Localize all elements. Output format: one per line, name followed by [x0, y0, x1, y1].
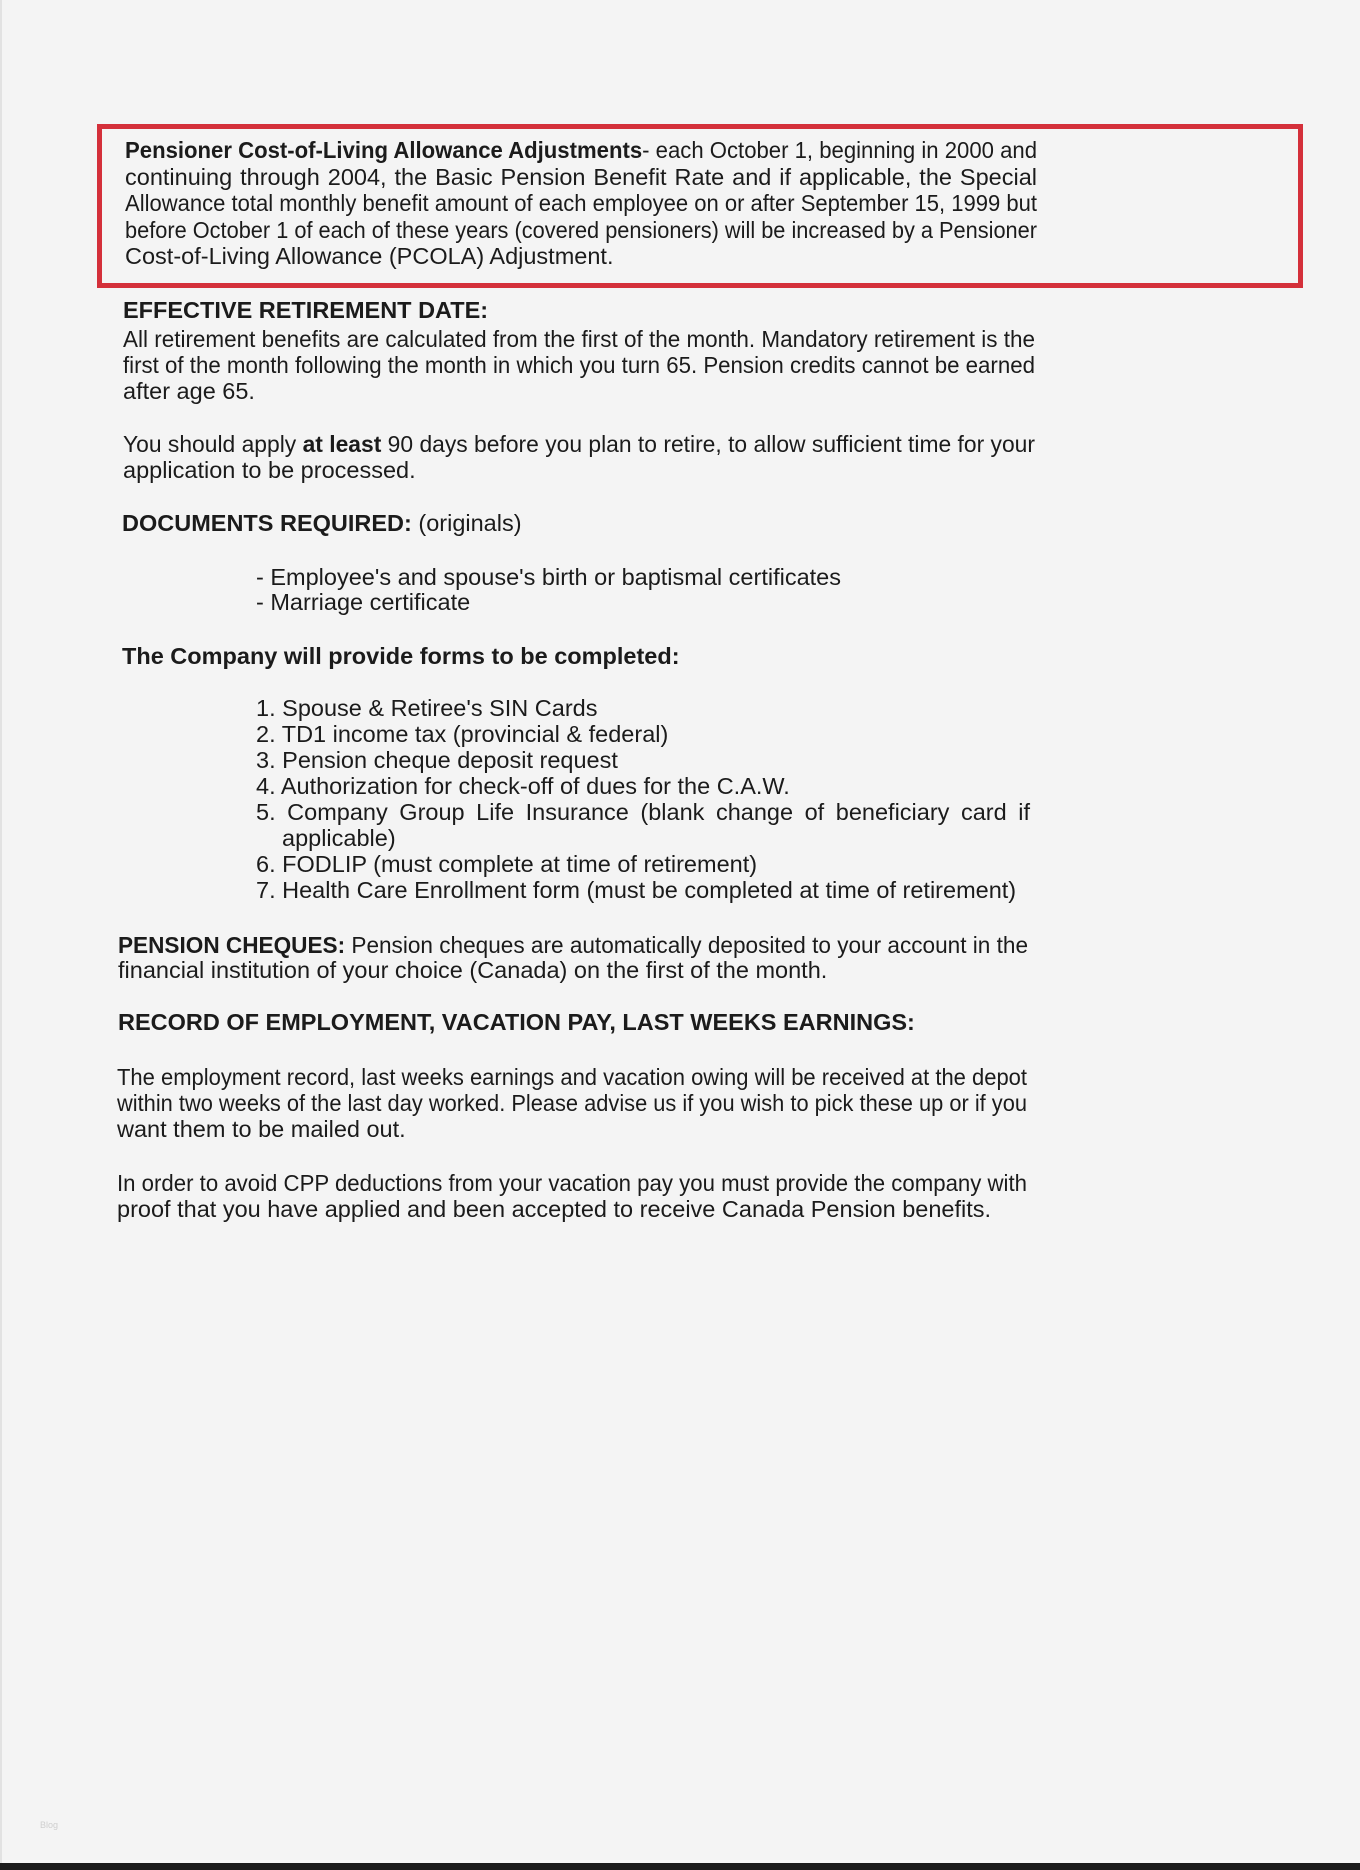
list-item: - Employee's and spouse's birth or baptismal certificates — [256, 564, 841, 590]
list-item: - Marriage certificate — [256, 589, 471, 615]
list-number: 5. — [256, 799, 276, 825]
list-text: Spouse & Retiree's SIN Cards — [282, 695, 598, 721]
scan-edge — [0, 0, 2, 1863]
cheques-text: Pension cheques are automatically deposited to your account in the — [345, 932, 1028, 958]
list-text: Health Care Enrollment form (must be completed at time of retirement) — [282, 877, 1017, 903]
apply-text: 90 days before you plan to retire, to allow sufficient time for your — [381, 431, 1035, 457]
list-item — [256, 773, 790, 799]
documents-heading: DOCUMENTS REQUIRED: — [122, 510, 412, 536]
list-item-continuation: applicable) — [282, 825, 396, 851]
pcola-line: Allowance total monthly benefit amount of each employee on or after September 15, 1999 but — [125, 190, 1037, 216]
record-line: The employment record, last weeks earnings and vacation owing will be received at the depot — [117, 1064, 1027, 1090]
documents-heading-line — [122, 510, 522, 536]
list-item — [256, 851, 757, 877]
list-item — [256, 721, 668, 747]
list-item — [256, 799, 1030, 825]
list-item — [256, 877, 1016, 903]
record-line: within two weeks of the last day worked. Please advise us if you wish to pick these up or if you — [117, 1090, 1027, 1116]
list-number: 6. — [256, 851, 276, 877]
record-line: In order to avoid CPP deductions from your vacation pay you must provide the company with — [117, 1170, 1027, 1196]
forms-heading-line — [122, 643, 680, 669]
list-text: Pension cheque deposit request — [282, 747, 618, 773]
watermark: Blog — [40, 1820, 59, 1830]
effective-line: first of the month following the month in which you turn 65. Pension credits cannot be earned — [123, 352, 1035, 378]
list-number: 1. — [256, 695, 276, 721]
cheques-line: financial institution of your choice (Canada) on the first of the month. — [118, 957, 828, 983]
pcola-line: Cost-of-Living Allowance (PCOLA) Adjustment. — [125, 243, 614, 269]
effective-line: after age 65. — [123, 378, 255, 404]
cheques-heading: PENSION CHEQUES: — [118, 932, 346, 958]
pcola-line: continuing through 2004, the Basic Pension Benefit Rate and if applicable, the Special — [125, 164, 1037, 190]
record-line: proof that you have applied and been accepted to receive Canada Pension benefits. — [117, 1196, 992, 1222]
effective-heading-line — [123, 297, 488, 323]
scan-bottom-edge — [0, 1863, 1360, 1870]
pcola-title: Pensioner Cost-of-Living Allowance Adjustments — [125, 137, 643, 163]
list-item — [256, 747, 618, 773]
list-text: TD1 income tax (provincial & federal) — [281, 721, 669, 747]
list-item — [256, 695, 598, 721]
apply-line — [123, 431, 1035, 457]
documents-note: (originals) — [411, 510, 522, 536]
apply-line: application to be processed. — [123, 457, 416, 483]
list-text: Authorization for check-off of dues for the C.A.W. — [280, 773, 790, 799]
list-number: 2. — [256, 721, 276, 747]
pcola-text: - each October 1, beginning in 2000 and — [642, 137, 1037, 163]
list-number: 4. — [256, 773, 276, 799]
effective-heading: EFFECTIVE RETIREMENT DATE: — [123, 297, 489, 323]
list-text: Company Group Life Insurance (blank change of beneficiary card if — [287, 799, 1030, 825]
forms-heading: The Company will provide forms to be completed: — [122, 643, 680, 669]
list-number: 3. — [256, 747, 276, 773]
pcola-line: before October 1 of each of these years (covered pensioners) will be increased by a Pensioner — [125, 217, 1037, 243]
list-text: FODLIP (must complete at time of retirement) — [282, 851, 758, 877]
record-heading: RECORD OF EMPLOYMENT, VACATION PAY, LAST WEEKS EARNINGS: — [118, 1009, 915, 1035]
apply-text: You should apply — [123, 431, 303, 457]
list-number: 7. — [256, 877, 276, 903]
cheques-line — [118, 932, 1028, 958]
apply-bold: at least — [302, 431, 382, 457]
record-line: want them to be mailed out. — [117, 1116, 406, 1142]
effective-line: All retirement benefits are calculated from the first of the month. Mandatory retirement is the — [123, 326, 1035, 352]
record-heading-line — [118, 1009, 915, 1035]
pcola-line — [125, 137, 1037, 163]
